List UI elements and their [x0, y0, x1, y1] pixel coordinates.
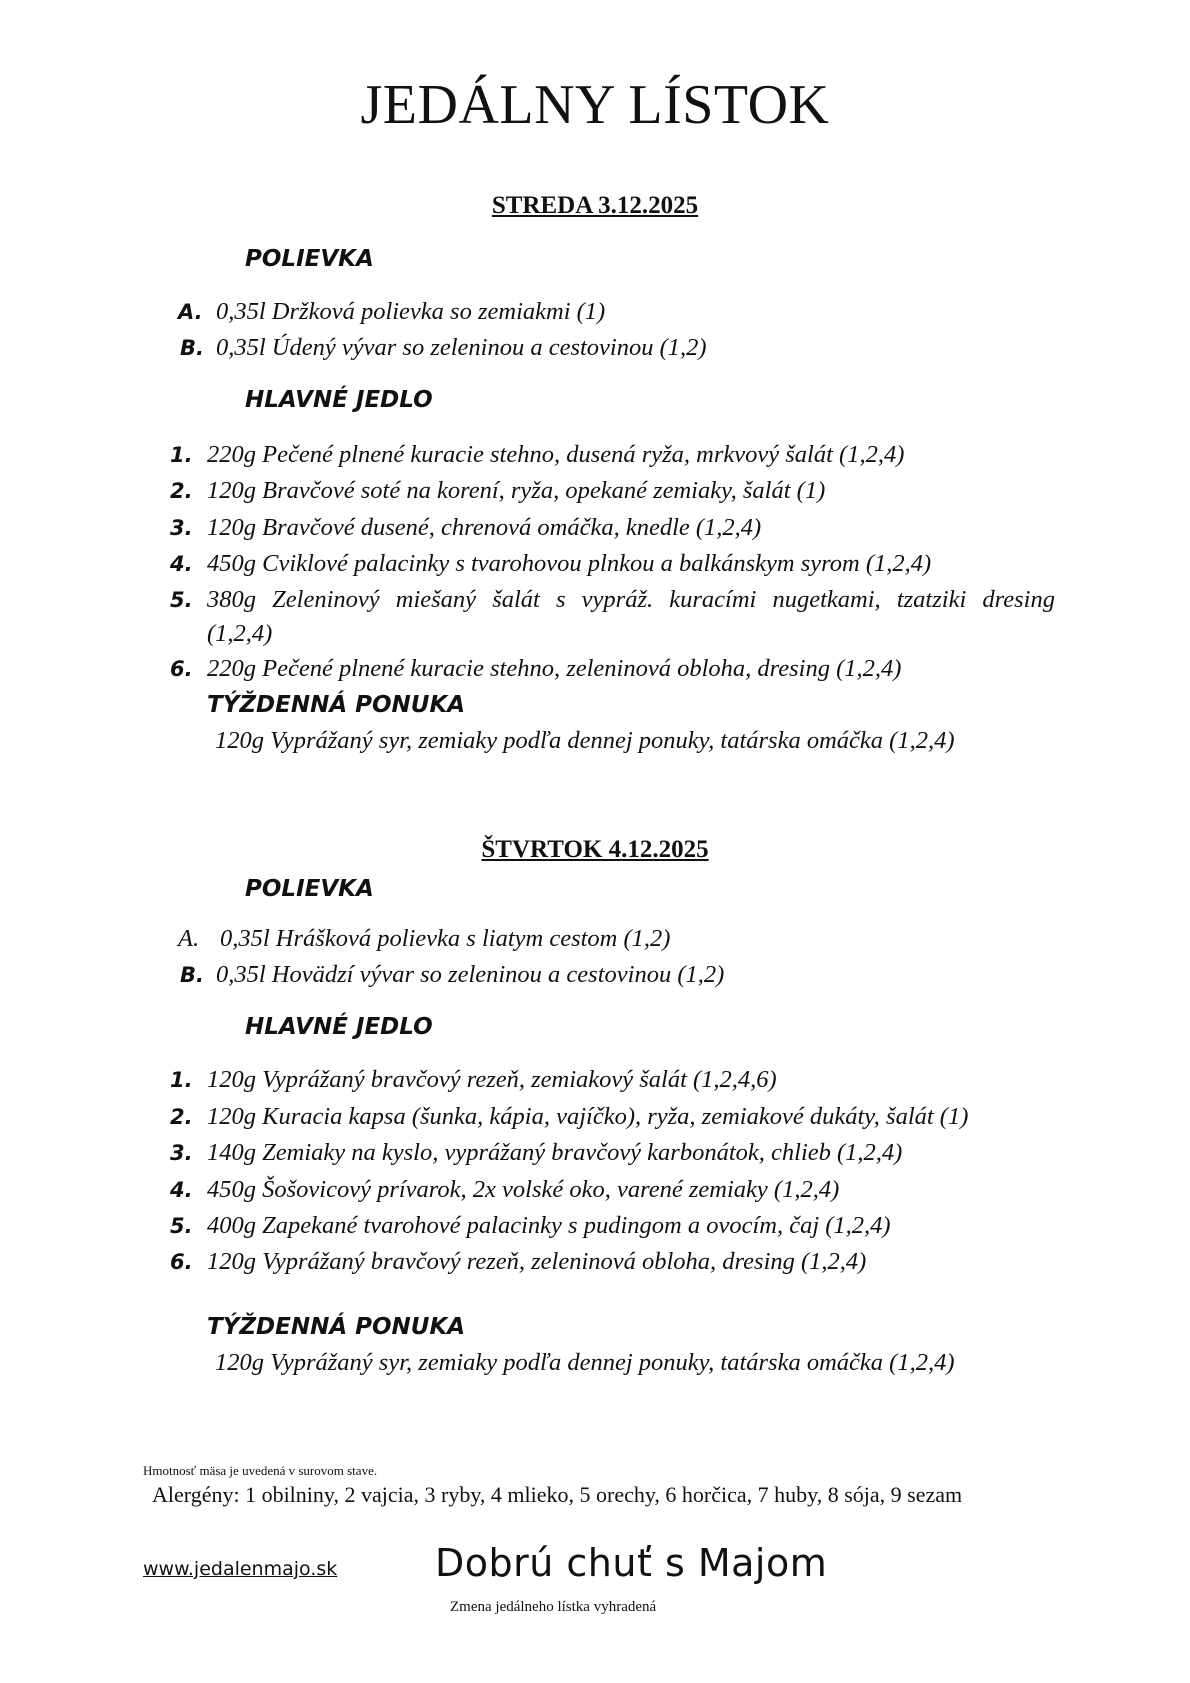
main-item: 400g Zapekané tvarohové palacinky s pudingom a ovocím, čaj (1,2,4) — [207, 1212, 891, 1239]
main-item: 380g Zeleninový miešaný šalát s vypráž. kuracími nugetkami, tzatziki dresing — [207, 586, 1055, 613]
main-item: 120g Bravčové dusené, chrenová omáčka, knedle (1,2,4) — [207, 514, 762, 541]
soup-marker: B. — [180, 336, 204, 360]
soup-item: 0,35l Hrášková polievka s liatym cestom (1,2) — [220, 925, 671, 952]
main-marker: 3. — [170, 516, 193, 540]
soup-section-label: POLIEVKA — [245, 246, 374, 272]
website-link[interactable]: www.jedalenmajo.sk — [143, 1558, 338, 1580]
soup-marker: A. — [178, 300, 203, 324]
main-item: 450g Šošovicový prívarok, 2x volské oko, varené zemiaky (1,2,4) — [207, 1176, 840, 1203]
soup-marker: A. — [178, 925, 200, 952]
soup-section-label: POLIEVKA — [245, 876, 374, 902]
soup-item: 0,35l Hovädzí vývar so zeleninou a cestovinou (1,2) — [216, 961, 725, 988]
main-section-label: HLAVNÉ JEDLO — [245, 387, 433, 413]
main-marker: 3. — [170, 1141, 193, 1165]
soup-marker: B. — [180, 963, 204, 987]
allergen-legend: Alergény: 1 obilniny, 2 vajcia, 3 ryby, 4 mlieko, 5 orechy, 6 horčica, 7 huby, 8 sója, 9 sezam — [152, 1482, 963, 1507]
main-item: 220g Pečené plnené kuracie stehno, dusená ryža, mrkvový šalát (1,2,4) — [207, 441, 905, 468]
main-item: 120g Bravčové soté na korení, ryža, opekané zemiaky, šalát (1) — [207, 477, 826, 504]
day-heading-wednesday: STREDA 3.12.2025 — [491, 192, 699, 219]
weekly-item: 120g Vyprážaný syr, zemiaky podľa dennej ponuky, tatárska omáčka (1,2,4) — [215, 727, 955, 754]
change-note: Zmena jedálneho lístka vyhradená — [450, 1599, 657, 1615]
main-item: 220g Pečené plnené kuracie stehno, zeleninová obloha, dresing (1,2,4) — [207, 655, 902, 682]
main-marker: 1. — [170, 443, 193, 467]
main-marker: 5. — [170, 1214, 193, 1238]
weekly-section-label: TÝŽDENNÁ PONUKA — [207, 692, 466, 718]
page-title: JEDÁLNY LÍSTOK — [360, 74, 830, 136]
main-marker: 2. — [170, 479, 193, 503]
soup-item: 0,35l Údený vývar so zeleninou a cestovinou (1,2) — [216, 334, 707, 361]
main-item: 140g Zemiaky na kyslo, vyprážaný bravčový karbonátok, chlieb (1,2,4) — [207, 1139, 903, 1166]
soup-item: 0,35l Držková polievka so zemiakmi (1) — [216, 298, 606, 325]
main-item: 120g Kuracia kapsa (šunka, kápia, vajíčko), ryža, zemiakové dukáty, šalát (1) — [207, 1103, 969, 1130]
main-marker: 4. — [170, 1178, 193, 1202]
slogan: Dobrú chuť s Majom — [435, 1541, 828, 1585]
weekly-section-label: TÝŽDENNÁ PONUKA — [207, 1314, 466, 1340]
main-section-label: HLAVNÉ JEDLO — [245, 1014, 433, 1040]
main-marker: 1. — [170, 1068, 193, 1092]
weight-note: Hmotnosť mäsa je uvedená v surovom stave. — [143, 1463, 378, 1478]
main-marker: 2. — [170, 1105, 193, 1129]
main-marker: 4. — [170, 552, 193, 576]
main-item: 120g Vyprážaný bravčový rezeň, zeleninová obloha, dresing (1,2,4) — [207, 1248, 867, 1275]
main-item: 450g Cviklové palacinky s tvarohovou plnkou a balkánskym syrom (1,2,4) — [207, 550, 932, 577]
day-heading-thursday: ŠTVRTOK 4.12.2025 — [481, 836, 709, 863]
main-marker: 6. — [170, 657, 193, 681]
main-marker: 6. — [170, 1250, 193, 1274]
main-item: 120g Vyprážaný bravčový rezeň, zemiakový šalát (1,2,4,6) — [207, 1066, 777, 1093]
main-item-continuation: (1,2,4) — [207, 620, 273, 647]
main-marker: 5. — [170, 588, 193, 612]
weekly-item: 120g Vyprážaný syr, zemiaky podľa dennej ponuky, tatárska omáčka (1,2,4) — [215, 1349, 955, 1376]
